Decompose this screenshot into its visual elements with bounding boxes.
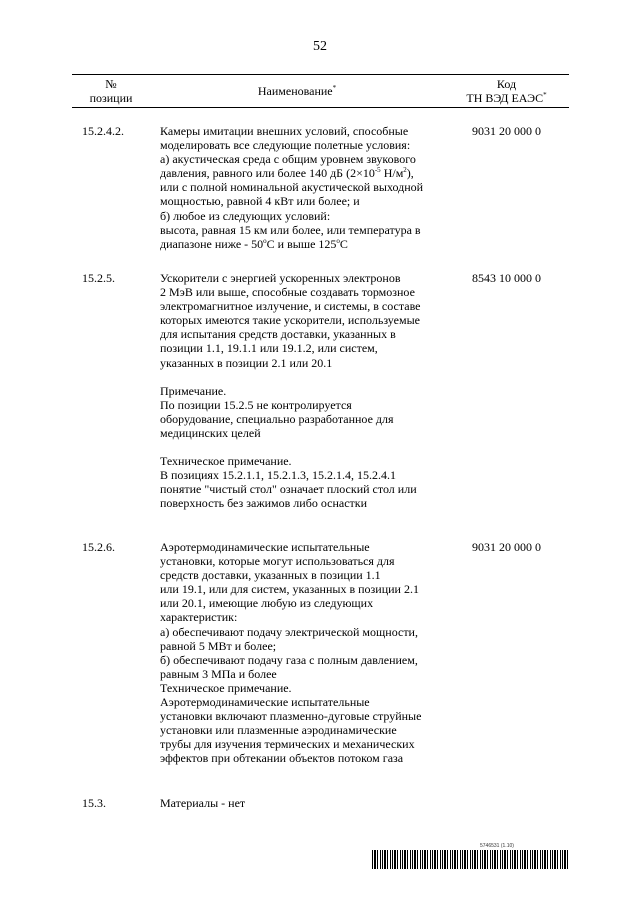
- name-header-footnote-mark: *: [332, 84, 337, 92]
- exponent: 2: [403, 166, 407, 175]
- code-header-sublabel: [444, 91, 569, 105]
- description-text: ),: [406, 166, 414, 181]
- description: [160, 796, 460, 810]
- description-text: С и выше 125: [266, 236, 337, 251]
- position-number: 15.2.4.2.: [82, 124, 124, 138]
- note-heading: Техническое примечание.: [160, 454, 292, 469]
- description-line: которых имеются такие ускорители, используемые: [160, 313, 420, 328]
- description-line: а) обеспечивают подачу электрической мощности,: [160, 624, 418, 639]
- description-line: установки включают плазменно-дуговые струйные: [160, 709, 422, 724]
- description-line: установки или плазменные аэродинамические: [160, 723, 397, 738]
- description-line: 2 МэВ или выше, способные создавать тормозное: [160, 285, 415, 300]
- customs-code: 8543 10 000 0: [472, 271, 541, 285]
- customs-code: 9031 20 000 0: [472, 124, 541, 138]
- paragraph-gap: [160, 440, 460, 454]
- note-heading: Примечание.: [160, 383, 227, 398]
- degree-mark: o: [336, 236, 340, 245]
- description-line: или 19.1, или для систем, указанных в позиции 2.1: [160, 582, 419, 597]
- degree-mark: o: [263, 236, 267, 245]
- description-line: высота, равная 15 км или более, или температура в: [160, 222, 421, 237]
- description-line: мощностью, равной 4 кВт или более; и: [160, 194, 360, 209]
- position-header-label: позиции: [89, 91, 133, 105]
- description-line: или с полной номинальной акустической выходной: [160, 180, 424, 195]
- customs-code: 9031 20 000 0: [472, 540, 541, 554]
- description-text: Н/м: [380, 166, 404, 181]
- description-line: поверхность без зажимов либо оснастки: [160, 496, 368, 511]
- page-number: 52: [313, 39, 327, 54]
- description-line: Аэротермодинамические испытательные: [160, 695, 370, 710]
- barcode: [372, 850, 570, 869]
- description-text: диапазоне ниже - 50: [160, 236, 264, 251]
- note-heading: Техническое примечание.: [160, 680, 292, 695]
- description-line: Ускорители с энергией ускоренных электронов: [160, 271, 401, 285]
- description-line: б) обеспечивают подачу газа с полным давлением,: [160, 652, 418, 667]
- code-column-header: [444, 77, 569, 105]
- description: [160, 271, 460, 510]
- position-number: 15.2.6.: [82, 540, 115, 554]
- description-line: Материалы - нет: [160, 796, 246, 810]
- position-number: 15.2.5.: [82, 271, 115, 285]
- description-line: равной 5 МВт и более;: [160, 638, 277, 653]
- description-text: давления, равного или более 140 дБ (2×10: [160, 166, 375, 181]
- exponent: -5: [374, 166, 381, 175]
- description-line: По позиции 15.2.5 не контролируется: [160, 397, 352, 412]
- position-header-symbol: №: [105, 77, 117, 91]
- code-header-footnote-mark: *: [543, 91, 547, 99]
- code-header-sublabel-text: ТН ВЭД ЕАЭС: [466, 91, 544, 105]
- description-line: указанных в позиции 2.1 или 20.1: [160, 355, 333, 370]
- name-column-header: [152, 84, 442, 98]
- description-line: электромагнитное излучение, и системы, в составе: [160, 299, 421, 314]
- position-column-header: [72, 77, 150, 105]
- description-line: эффектов при обтекании объектов потоком газа: [160, 751, 404, 766]
- description-line: моделировать все следующие полетные условия:: [160, 138, 411, 153]
- description-line: Камеры имитации внешних условий, способные: [160, 124, 409, 138]
- description-text: С: [339, 236, 348, 251]
- description-line: понятие "чистый стол" означает плоский стол или: [160, 482, 417, 497]
- description-line: трубы для изучения термических и механических: [160, 737, 415, 752]
- description-line: характеристик:: [160, 610, 238, 625]
- description-line: для испытания средств доставки, указанных в: [160, 327, 396, 342]
- paragraph-gap: [160, 370, 460, 384]
- description-line: установки, которые могут использоваться для: [160, 554, 395, 569]
- description-line: позиции 1.1, 19.1.1 или 19.1.2, или систем,: [160, 341, 378, 356]
- description-line: или 20.1, имеющие любую из следующих: [160, 596, 374, 611]
- description-line: [160, 166, 460, 180]
- description: [160, 540, 460, 766]
- name-header-label: Наименование: [257, 84, 333, 98]
- position-number: 15.3.: [82, 796, 106, 810]
- description: [160, 124, 460, 251]
- document-stamp: 5746531 (1.10): [480, 843, 514, 849]
- description-line: б) любое из следующих условий:: [160, 208, 331, 223]
- description-line: средств доставки, указанных в позиции 1.1: [160, 568, 381, 583]
- description-line: равным 3 МПа и более: [160, 666, 277, 681]
- description-line: медицинских целей: [160, 425, 261, 440]
- description-line: [160, 237, 460, 251]
- description-line: В позициях 15.2.1.1, 15.2.1.3, 15.2.1.4, 15.2.4.1: [160, 468, 396, 483]
- description-line: Аэротермодинамические испытательные: [160, 540, 370, 554]
- description-line: а) акустическая среда с общим уровнем звукового: [160, 152, 416, 167]
- table-header: [72, 74, 569, 108]
- description-line: оборудование, специально разработанное для: [160, 411, 394, 426]
- code-header-label: Код: [496, 77, 517, 91]
